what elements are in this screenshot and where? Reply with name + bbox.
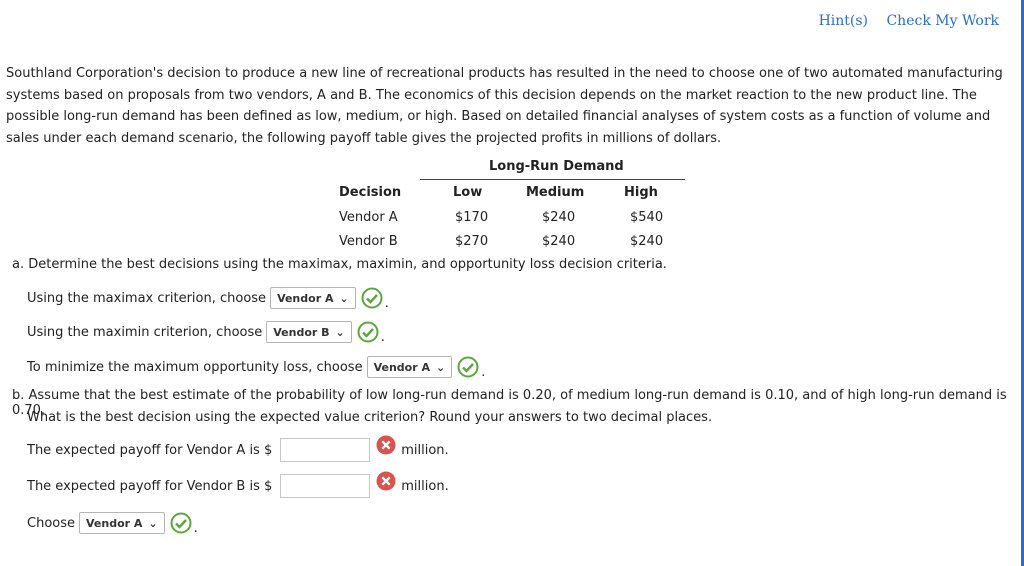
maximin-select[interactable] bbox=[266, 321, 352, 343]
maximin-row bbox=[27, 321, 385, 343]
table-cell: $240 bbox=[542, 234, 576, 249]
header-decision: Decision bbox=[339, 185, 402, 200]
part-b-subquestion: What is the best decision using the expected value criterion? Round your answers to two decimal places. bbox=[27, 410, 713, 425]
period: . bbox=[481, 364, 486, 380]
choose-label: Choose bbox=[27, 515, 75, 531]
header-low: Low bbox=[453, 185, 483, 200]
header-medium: Medium bbox=[526, 185, 585, 200]
table-cell: $170 bbox=[455, 210, 489, 225]
x-circle-icon bbox=[376, 435, 396, 455]
maximin-selected-value: Vendor B bbox=[273, 325, 330, 339]
payoff-a-input[interactable] bbox=[280, 438, 370, 462]
check-my-work-link[interactable]: Check My Work bbox=[886, 13, 999, 29]
table-cell: Vendor A bbox=[339, 210, 398, 225]
check-circle-icon bbox=[170, 512, 192, 534]
check-circle-icon bbox=[361, 287, 383, 309]
minimax-regret-row bbox=[27, 356, 485, 378]
top-links bbox=[805, 13, 999, 29]
check-circle-icon bbox=[457, 356, 479, 378]
payoff-b-input[interactable] bbox=[280, 474, 370, 498]
x-circle-icon bbox=[376, 471, 396, 491]
maximax-label: Using the maximax criterion, choose bbox=[27, 290, 267, 306]
payoff-a-label: The expected payoff for Vendor A is $ bbox=[27, 442, 273, 458]
choose-select[interactable] bbox=[79, 512, 165, 534]
minimax-select[interactable] bbox=[367, 356, 453, 378]
table-rule bbox=[420, 179, 685, 180]
chevron-down-icon: ⌄ bbox=[436, 360, 446, 374]
period: . bbox=[193, 520, 198, 536]
chevron-down-icon: ⌄ bbox=[335, 325, 345, 339]
maximax-selected-value: Vendor A bbox=[277, 291, 334, 305]
table-cell: $240 bbox=[630, 234, 664, 249]
period: . bbox=[380, 329, 385, 345]
period: . bbox=[384, 295, 389, 311]
check-circle-icon bbox=[357, 321, 379, 343]
payoff-b-row bbox=[27, 474, 449, 498]
choose-row bbox=[27, 512, 198, 534]
choose-selected-value: Vendor A bbox=[86, 516, 143, 530]
problem-statement: Southland Corporation's decision to produce a new line of recreational products has resulted in the need to choose one of two automated manufacturing systems based on proposals from two vendors, A and B. The economics of this decision depends on the market reaction to the new product line. The possible long-run demand has been defined as low, medium, or high. Based on detailed financial analyses of system costs as a function of volume and sales under each demand scenario, the following payoff table gives the projected profits in millions of dollars. bbox=[6, 66, 1003, 147]
minimax-selected-value: Vendor A bbox=[373, 360, 430, 374]
maximax-row bbox=[27, 287, 389, 309]
table-cell: $540 bbox=[630, 210, 664, 225]
table-cell: $240 bbox=[542, 210, 576, 225]
table-cell: $270 bbox=[455, 234, 489, 249]
header-high: High bbox=[624, 185, 658, 200]
payoff-a-row bbox=[27, 438, 449, 462]
minimax-label: To minimize the maximum opportunity loss, choose bbox=[27, 359, 363, 375]
hints-link[interactable]: Hint(s) bbox=[818, 13, 869, 29]
unit-label: million. bbox=[401, 442, 449, 458]
table-cell: Vendor B bbox=[339, 234, 398, 249]
table-title: Long-Run Demand bbox=[489, 159, 624, 174]
part-a-question: a. Determine the best decisions using the maximax, maximin, and opportunity loss decision criteria. bbox=[12, 257, 667, 272]
part-b-question: b. Assume that the best estimate of the probability of low long-run demand is 0.20, of medium long-run demand is 0.10, and of high long-run demand is 0.70. bbox=[12, 388, 1007, 418]
chevron-down-icon: ⌄ bbox=[148, 516, 158, 530]
payoff-b-label: The expected payoff for Vendor B is $ bbox=[27, 478, 273, 494]
unit-label: million. bbox=[401, 478, 449, 494]
chevron-down-icon: ⌄ bbox=[339, 291, 349, 305]
maximax-select[interactable] bbox=[270, 287, 356, 309]
maximin-label: Using the maximin criterion, choose bbox=[27, 324, 263, 340]
